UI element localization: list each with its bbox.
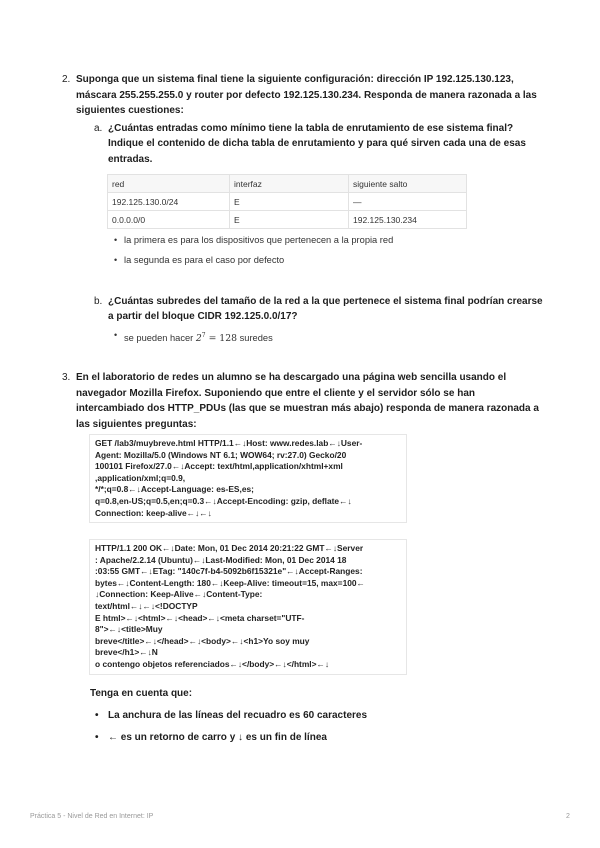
code-line: 8">←↓<title>Muy [95, 624, 163, 635]
code-line: Agent: Mozilla/5.0 (Windows NT 6.1; WOW64; rv:27.0) Gecko/20 [95, 449, 347, 460]
question-2a [94, 121, 548, 167]
code-line: q=0.8,en-US;q=0.5,en;q=0.3←↓Accept-Encoding: gzip, deflate←↓ [95, 495, 352, 506]
code-line: text/html←↓←↓<!DOCTYP [95, 600, 198, 611]
subquestion-letter: b. [94, 296, 103, 307]
table-header-row [108, 175, 467, 193]
answer-bullet: • la primera es para los dispositivos que pertenecen a la propia red [124, 234, 393, 247]
table-cell: 192.125.130.234 [349, 211, 467, 229]
table-cell: 0.0.0.0/0 [108, 211, 230, 229]
table-row [108, 193, 467, 211]
code-line: breve</h1>←↓N [95, 647, 158, 658]
subquestion-text: ¿Cuántas subredes del tamaño de la red a la que pertenece el sistema final podrían crearse a partir del bloque CIDR 192.125.0.0/17? [108, 296, 543, 323]
math-base: 2 [195, 333, 202, 345]
code-line: o contengo objetos referenciados←↓</body>←↓</html>←↓ [95, 658, 330, 669]
code-line: 100101 Firefox/27.0←↓Accept: text/html,application/xhtml+xml [95, 461, 343, 472]
question-2 [62, 72, 546, 119]
code-line: HTTP/1.1 200 OK←↓Date: Mon, 01 Dec 2014 20:21:22 GMT←↓Server [95, 543, 364, 553]
column-header: interfaz [230, 175, 349, 193]
subquestion-text: ¿Cuántas entradas como mínimo tiene la tabla de enrutamiento de ese sistema final? Indique el contenido de dicha tabla de enrutamiento y para qué sirven cada una de esas entradas. [108, 123, 526, 165]
math-result: = 128 [205, 333, 238, 345]
code-line: : Apache/2.2.14 (Ubuntu)←↓Last-Modified: Mon, 01 Dec 2014 18 [95, 554, 347, 565]
code-line: ↓Connection: Keep-Alive←↓Content-Type: [95, 589, 263, 600]
table-cell: 192.125.130.0/24 [108, 193, 230, 211]
question-text: Suponga que un sistema final tiene la siguiente configuración: dirección IP 192.125.130.123, máscara 255.255.255.0 y router por defecto 192.125.130.234. Responda de manera razonada a las siguientes cuestiones: [76, 74, 537, 117]
footer-title: Práctica 5 - Nivel de Red en Internet: IP [30, 813, 154, 820]
table-cell: E [230, 211, 349, 229]
note-bullet: • La anchura de las líneas del recuadro es 60 caracteres [108, 710, 367, 721]
table-row [108, 211, 467, 229]
answer-bullet [124, 329, 273, 345]
note-bullet: • ← es un retorno de carro y ↓ es un fin de línea [108, 732, 327, 743]
table-cell: E [230, 193, 349, 211]
code-line: ,application/xml;q=0.9, [95, 472, 186, 483]
column-header: red [108, 175, 230, 193]
code-line: breve</title>←↓</head>←↓<body>←↓<h1>Yo soy muy [95, 635, 310, 646]
subquestion-letter: a. [94, 123, 103, 134]
question-2b [94, 294, 548, 325]
page-number: 2 [566, 813, 570, 820]
question-text: En el laboratorio de redes un alumno se ha descargado una página web sencilla usando el navegador Mozilla Firefox. Suponiendo que entre el cliente y el servidor sólo se han intercambiado dos HTTP_PDUs (las que se muestran más abajo) responda de manera razonada a las siguientes preguntas: [76, 372, 539, 430]
note-title: Tenga en cuenta que: [90, 688, 193, 699]
code-line: bytes←↓Content-Length: 180←↓Keep-Alive: timeout=15, max=100← [95, 577, 365, 588]
routing-table [107, 174, 467, 229]
code-line: */*;q=0.8←↓Accept-Language: es-ES,es; [95, 484, 254, 495]
column-header: siguiente salto [349, 175, 467, 193]
http-response-box [89, 539, 407, 675]
http-request-box [89, 434, 407, 523]
math-exponent: 7 [201, 332, 206, 339]
code-line: Connection: keep-alive←↓←↓ [95, 507, 212, 518]
table-cell: — [349, 193, 467, 211]
question-3 [62, 370, 546, 432]
answer-suffix: suredes [237, 333, 273, 344]
code-line: :03:55 GMT←↓ETag: "140c7f-b4-5092b6f15321e"←↓Accept-Ranges: [95, 566, 363, 577]
answer-prefix: se pueden hacer [124, 333, 196, 344]
code-line: GET /lab3/muybreve.html HTTP/1.1←↓Host: www.redes.lab←↓User- [95, 438, 363, 448]
question-number: 3. [62, 372, 71, 383]
code-line: E html>←↓<html>←↓<head>←↓<meta charset="UTF- [95, 612, 305, 623]
question-number: 2. [62, 74, 71, 85]
answer-bullet: • la segunda es para el caso por defecto [124, 254, 284, 267]
